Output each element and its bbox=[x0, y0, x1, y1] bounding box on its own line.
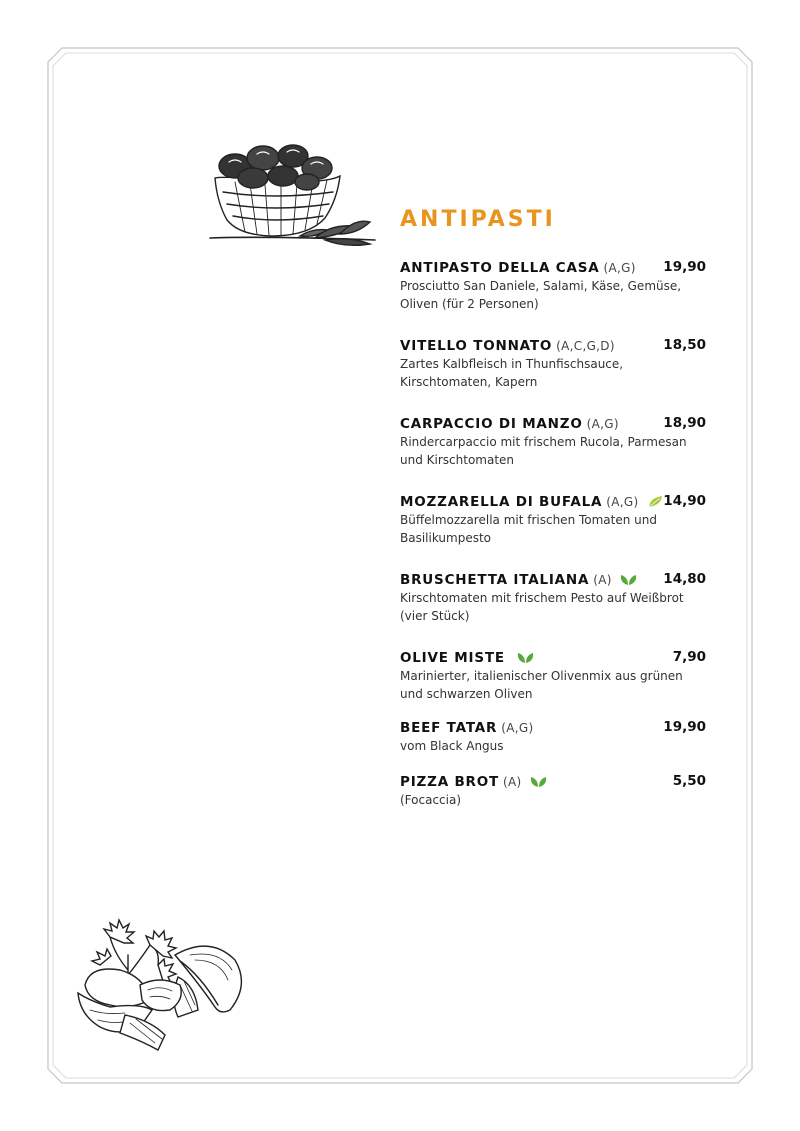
item-name: MOZZARELLA DI BUFALA bbox=[400, 494, 603, 510]
menu-item bbox=[400, 569, 706, 625]
item-description: Zartes Kalbfleisch in Thunfischsauce, Kirschtomaten, Kapern bbox=[400, 357, 624, 389]
item-name: BRUSCHETTA ITALIANA bbox=[400, 572, 590, 588]
menu-item bbox=[400, 413, 706, 469]
item-allergens: (A) bbox=[593, 573, 612, 587]
vegetarian-leaf-icon bbox=[647, 495, 664, 508]
mushroom-parsley-illustration bbox=[70, 915, 245, 1060]
item-name: ANTIPASTO DELLA CASA bbox=[400, 260, 600, 276]
menu-item bbox=[400, 771, 706, 809]
item-allergens: (A,G) bbox=[606, 495, 639, 509]
vegan-leaves-icon bbox=[620, 573, 637, 586]
item-description: vom Black Angus bbox=[400, 739, 504, 753]
item-allergens: (A) bbox=[503, 775, 522, 789]
item-description: Prosciutto San Daniele, Salami, Käse, Gemüse, Oliven (für 2 Personen) bbox=[400, 279, 682, 311]
item-price: 19,90 bbox=[663, 719, 706, 735]
section-title: ANTIPASTI bbox=[400, 207, 556, 232]
item-allergens: (A,G) bbox=[603, 261, 636, 275]
olive-bowl-illustration bbox=[205, 140, 380, 250]
item-allergens: (A,C,G,D) bbox=[556, 339, 615, 353]
menu-item bbox=[400, 647, 706, 703]
item-name: BEEF TATAR bbox=[400, 720, 498, 736]
item-name: OLIVE MISTE bbox=[400, 650, 505, 666]
item-allergens: (A,G) bbox=[501, 721, 534, 735]
menu-item bbox=[400, 717, 706, 755]
vegan-leaves-icon bbox=[530, 775, 547, 788]
vegan-leaves-icon bbox=[517, 651, 534, 664]
item-name: CARPACCIO DI MANZO bbox=[400, 416, 583, 432]
item-price: 5,50 bbox=[672, 773, 706, 789]
item-price: 18,50 bbox=[663, 337, 706, 353]
menu-item bbox=[400, 335, 706, 391]
item-price: 19,90 bbox=[663, 259, 706, 275]
item-description: Büffelmozzarella mit frischen Tomaten und Basilikumpesto bbox=[400, 513, 657, 545]
item-description: Rindercarpaccio mit frischem Rucola, Parmesan und Kirschtomaten bbox=[400, 435, 687, 467]
item-price: 14,80 bbox=[663, 571, 706, 587]
item-name: VITELLO TONNATO bbox=[400, 338, 553, 354]
item-description: Kirschtomaten mit frischem Pesto auf Weißbrot (vier Stück) bbox=[400, 591, 684, 623]
item-description: Marinierter, italienischer Olivenmix aus grünen und schwarzen Oliven bbox=[400, 669, 683, 701]
item-description: (Focaccia) bbox=[400, 793, 462, 807]
item-price: 18,90 bbox=[663, 415, 706, 431]
menu-item bbox=[400, 491, 706, 547]
menu-item bbox=[400, 257, 706, 313]
item-name: PIZZA BROT bbox=[400, 774, 500, 790]
item-allergens: (A,G) bbox=[586, 417, 619, 431]
item-price: 14,90 bbox=[663, 493, 706, 509]
item-price: 7,90 bbox=[672, 649, 706, 665]
